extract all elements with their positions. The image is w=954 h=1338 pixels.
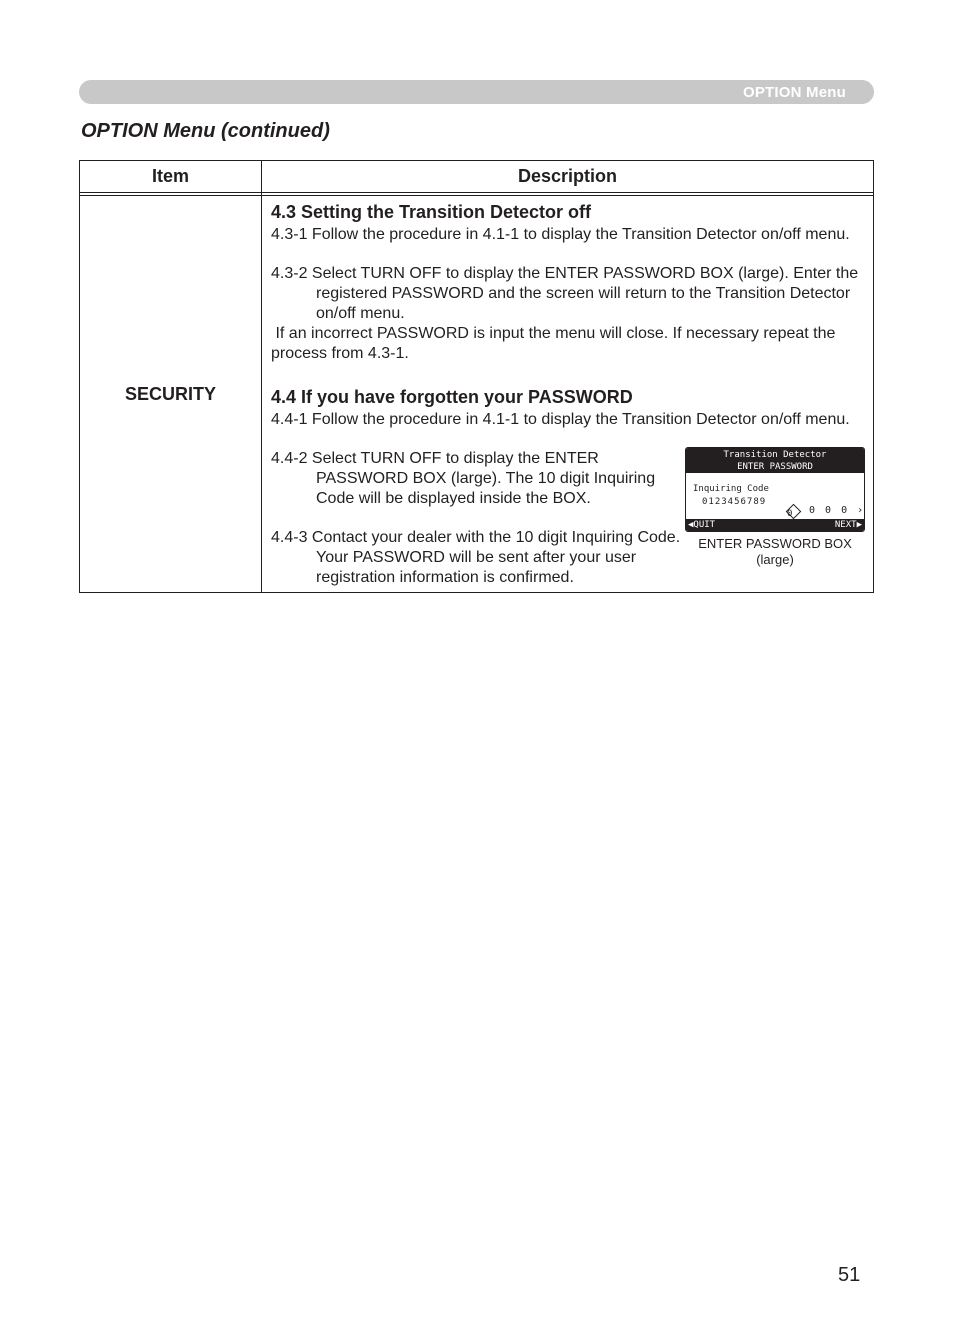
password-digits [788,501,863,521]
step-4-4-1: 4.4-1 Follow the procedure in 4.1-1 to display the Transition Detector on/off menu. [271,411,850,428]
enter-password-box-figure [685,447,865,588]
osd-body [686,473,864,519]
item-cell-security: SECURITY [80,196,262,593]
next-label: NEXT▶ [834,520,862,530]
section-heading-4-3: 4.3 Setting the Transition Detector off [271,202,592,222]
page-title: OPTION Menu (continued) [81,120,330,142]
note-incorrect-password: If an incorrect PASSWORD is input the menu will close. If necessary repeat the process from 4.3-1. [271,325,836,362]
selected-digit: 0 [786,503,802,519]
step-4-3-1: 4.3-1 Follow the procedure in 4.1-1 to display the Transition Detector on/off menu. [271,226,850,243]
inquiring-code-label: Inquiring Code [693,484,769,494]
header-label: OPTION Menu [742,84,846,101]
option-menu-table [79,160,874,593]
osd-screen [685,447,865,532]
description-cell [262,196,874,593]
page-number: 51 [838,1264,861,1286]
digit: 0 [841,505,848,516]
osd-title: Transition Detector ENTER PASSWORD [686,448,864,473]
step-4-4-2: 4.4-2 Select TURN OFF to display the ENTER PASSWORD BOX (large). The 10 digit Inquiring Code will be displayed inside the BOX. [271,450,656,507]
column-header-description: Description [262,161,874,193]
triangle-right-icon: ▶ [856,520,862,530]
digit: 0 [825,505,832,516]
section-heading-4-4: 4.4 If you have forgotten your PASSWORD [271,387,633,407]
triangle-left-icon: ◀ [688,520,694,530]
header-bar [79,80,874,104]
table-row [80,196,874,593]
table-header-row [80,161,874,193]
figure-caption: ENTER PASSWORD BOX (large) [698,536,852,567]
column-header-item: Item [80,161,262,193]
step-4-4-3: 4.4-3 Contact your dealer with the 10 digit Inquiring Code. Your PASSWORD will be sent after your user registration information is confirmed. [271,529,681,586]
inquiring-code-value: 0123456789 [702,497,767,507]
chevron-right-icon: › [857,505,864,516]
digit: 0 [809,505,816,516]
quit-label: ◀QUIT [688,520,716,530]
step-4-3-2: 4.3-2 Select TURN OFF to display the ENTER PASSWORD BOX (large). Enter the registered PASSWORD and the screen will return to the Transition Detector on/off menu. [271,265,859,322]
